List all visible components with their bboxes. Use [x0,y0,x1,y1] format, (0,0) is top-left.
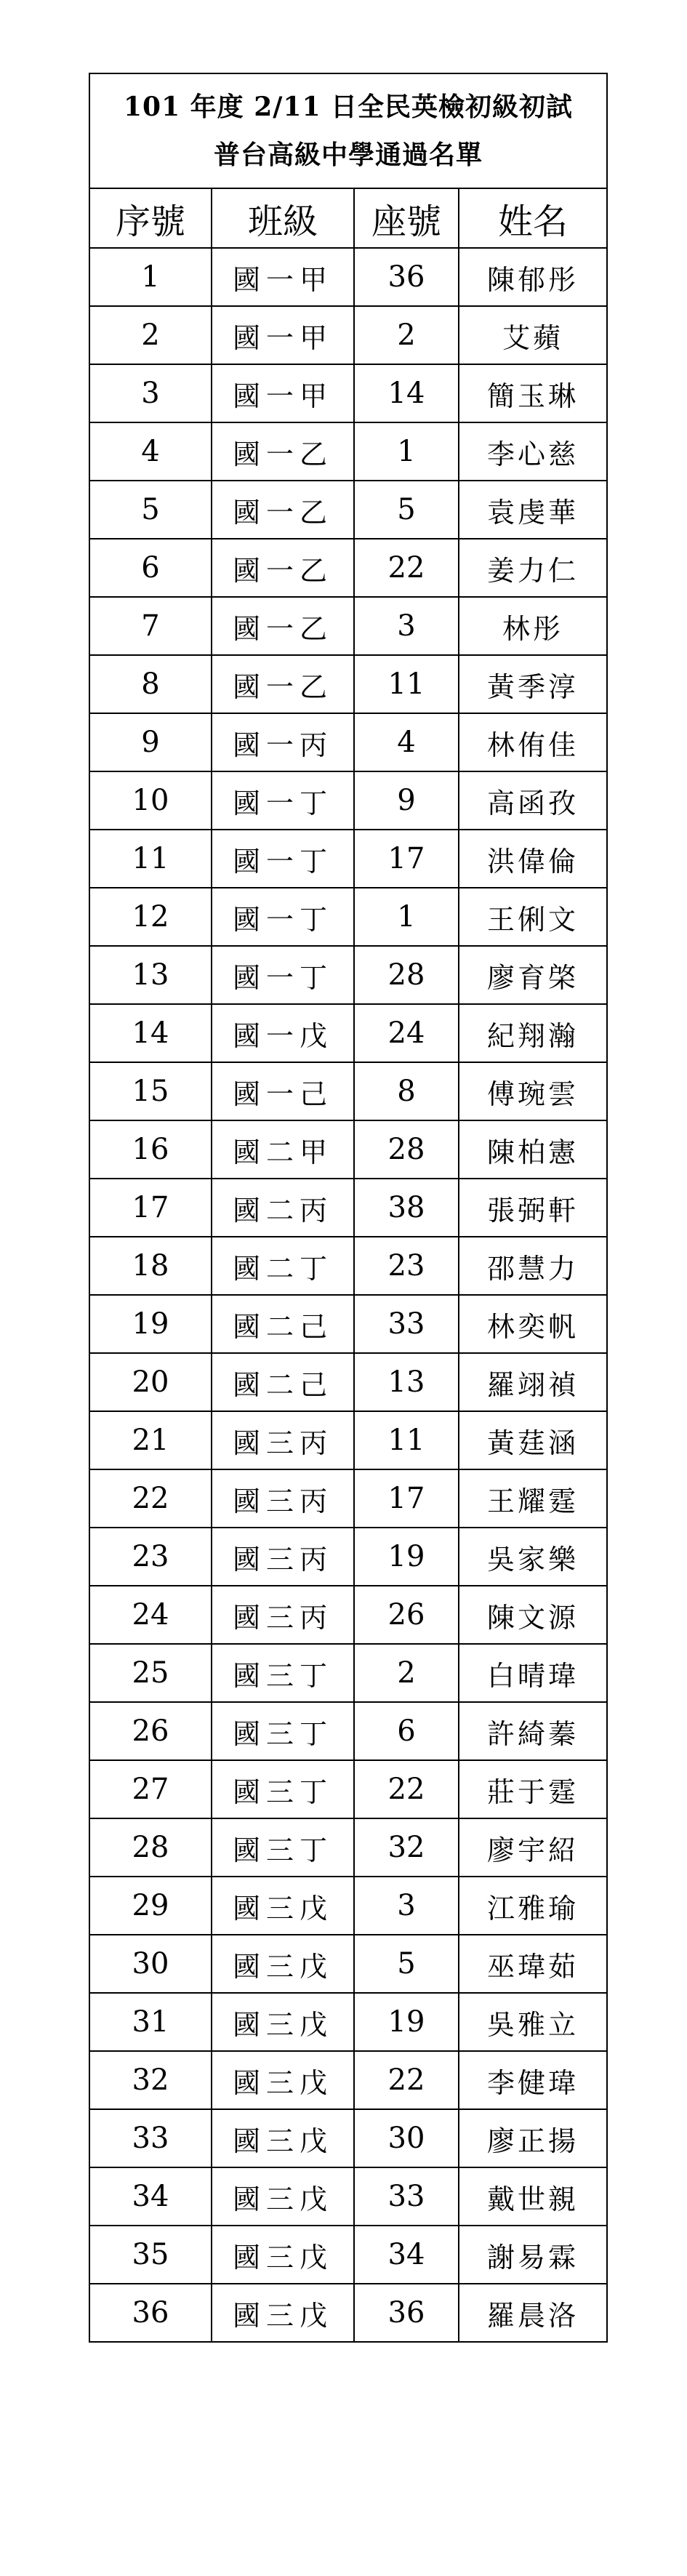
cell-seat: 2 [354,306,459,364]
cell-seat: 22 [354,539,459,597]
table-row [89,1586,607,1644]
cell-seat: 34 [354,2226,459,2284]
cell-seat: 28 [354,1120,459,1179]
cell-seat: 17 [354,1469,459,1528]
cell-name: 陳柏憲 [459,1120,607,1179]
cell-class: 國三戊 [212,2226,354,2284]
cell-name: 張弼軒 [459,1179,607,1237]
cell-seat: 13 [354,1353,459,1411]
cell-serial: 4 [89,422,212,481]
cell-name: 莊于霆 [459,1760,607,1818]
table-row [89,1993,607,2051]
cell-serial: 23 [89,1528,212,1586]
table-row [89,1528,607,1586]
cell-seat: 33 [354,1295,459,1353]
cell-class: 國二丁 [212,1237,354,1295]
cell-serial: 27 [89,1760,212,1818]
cell-name: 王耀霆 [459,1469,607,1528]
cell-serial: 26 [89,1702,212,1760]
cell-class: 國二己 [212,1353,354,1411]
cell-class: 國一乙 [212,422,354,481]
cell-seat: 8 [354,1062,459,1120]
table-row [89,422,607,481]
cell-seat: 17 [354,830,459,888]
cell-class: 國一丁 [212,888,354,946]
table-row [89,2226,607,2284]
table-row [89,1062,607,1120]
cell-serial: 28 [89,1818,212,1877]
cell-class: 國一甲 [212,248,354,306]
table-row [89,2109,607,2167]
cell-serial: 25 [89,1644,212,1702]
cell-seat: 1 [354,422,459,481]
header-class: 班級 [212,188,354,248]
table-row [89,1411,607,1469]
table-row [89,1353,607,1411]
cell-class: 國一乙 [212,539,354,597]
cell-serial: 16 [89,1120,212,1179]
cell-serial: 15 [89,1062,212,1120]
table-row [89,1644,607,1702]
cell-name: 吳家樂 [459,1528,607,1586]
cell-serial: 30 [89,1935,212,1993]
cell-seat: 38 [354,1179,459,1237]
table-row [89,364,607,422]
cell-class: 國三丙 [212,1469,354,1528]
cell-seat: 36 [354,2284,459,2342]
table-body [89,248,607,2342]
table-row [89,2284,607,2342]
cell-class: 國三戊 [212,2109,354,2167]
cell-name: 邵慧力 [459,1237,607,1295]
cell-name: 陳文源 [459,1586,607,1644]
cell-serial: 32 [89,2051,212,2109]
cell-name: 廖宇紹 [459,1818,607,1877]
cell-serial: 6 [89,539,212,597]
cell-serial: 19 [89,1295,212,1353]
cell-seat: 30 [354,2109,459,2167]
table-row [89,1935,607,1993]
table-row [89,1004,607,1062]
title-line-2: 普台高級中學通過名單 [214,140,483,170]
cell-class: 國三戊 [212,2284,354,2342]
cell-class: 國三丙 [212,1586,354,1644]
cell-name: 高函孜 [459,771,607,830]
cell-seat: 22 [354,1760,459,1818]
cell-name: 廖正揚 [459,2109,607,2167]
cell-name: 謝易霖 [459,2226,607,2284]
cell-class: 國三丁 [212,1760,354,1818]
cell-name: 廖育棨 [459,946,607,1004]
cell-serial: 9 [89,713,212,771]
cell-seat: 28 [354,946,459,1004]
pass-list-table [89,73,608,2343]
cell-name: 袁虔華 [459,481,607,539]
cell-name: 林侑佳 [459,713,607,771]
cell-serial: 5 [89,481,212,539]
cell-serial: 2 [89,306,212,364]
table-row [89,1295,607,1353]
cell-class: 國一丁 [212,771,354,830]
cell-name: 黃季淳 [459,655,607,713]
table-row [89,1877,607,1935]
cell-name: 羅晨洛 [459,2284,607,2342]
cell-seat: 14 [354,364,459,422]
cell-class: 國三戊 [212,2051,354,2109]
table-row [89,2051,607,2109]
cell-class: 國一乙 [212,481,354,539]
cell-serial: 13 [89,946,212,1004]
cell-class: 國一丁 [212,830,354,888]
cell-name: 許綺蓁 [459,1702,607,1760]
cell-serial: 8 [89,655,212,713]
cell-serial: 29 [89,1877,212,1935]
table-row [89,771,607,830]
table-row [89,1760,607,1818]
cell-seat: 22 [354,2051,459,2109]
cell-class: 國三丙 [212,1411,354,1469]
cell-name: 羅翊禎 [459,1353,607,1411]
table-row [89,481,607,539]
cell-name: 李心慈 [459,422,607,481]
cell-seat: 19 [354,1993,459,2051]
cell-seat: 3 [354,1877,459,1935]
cell-name: 白晴瑋 [459,1644,607,1702]
cell-serial: 20 [89,1353,212,1411]
cell-seat: 24 [354,1004,459,1062]
cell-name: 王俐文 [459,888,607,946]
cell-name: 簡玉琳 [459,364,607,422]
cell-serial: 1 [89,248,212,306]
cell-seat: 2 [354,1644,459,1702]
cell-serial: 3 [89,364,212,422]
cell-class: 國二丙 [212,1179,354,1237]
cell-serial: 36 [89,2284,212,2342]
table-row [89,1469,607,1528]
cell-class: 國三戊 [212,1877,354,1935]
cell-serial: 17 [89,1179,212,1237]
cell-seat: 3 [354,597,459,655]
cell-name: 林奕帆 [459,1295,607,1353]
cell-seat: 11 [354,655,459,713]
pass-list-sheet [89,73,606,2343]
cell-seat: 19 [354,1528,459,1586]
cell-name: 戴世親 [459,2167,607,2226]
cell-serial: 31 [89,1993,212,2051]
cell-class: 國三丁 [212,1644,354,1702]
cell-serial: 12 [89,888,212,946]
cell-serial: 11 [89,830,212,888]
cell-serial: 33 [89,2109,212,2167]
cell-name: 紀翔瀚 [459,1004,607,1062]
cell-serial: 14 [89,1004,212,1062]
cell-name: 李健瑋 [459,2051,607,2109]
title-block [89,73,607,188]
cell-class: 國三丁 [212,1818,354,1877]
cell-class: 國一丙 [212,713,354,771]
cell-seat: 4 [354,713,459,771]
header-row [89,188,607,248]
header-serial: 序號 [89,188,212,248]
cell-class: 國一己 [212,1062,354,1120]
header-name: 姓名 [459,188,607,248]
table-row [89,888,607,946]
cell-class: 國三戊 [212,1935,354,1993]
cell-class: 國二甲 [212,1120,354,1179]
cell-seat: 33 [354,2167,459,2226]
cell-serial: 34 [89,2167,212,2226]
cell-name: 黃莛涵 [459,1411,607,1469]
cell-class: 國一丁 [212,946,354,1004]
table-row [89,539,607,597]
cell-class: 國三丙 [212,1528,354,1586]
cell-name: 姜力仁 [459,539,607,597]
cell-serial: 18 [89,1237,212,1295]
table-row [89,713,607,771]
cell-serial: 10 [89,771,212,830]
cell-serial: 22 [89,1469,212,1528]
cell-seat: 6 [354,1702,459,1760]
table-row [89,1237,607,1295]
cell-seat: 26 [354,1586,459,1644]
cell-serial: 24 [89,1586,212,1644]
cell-name: 吳雅立 [459,1993,607,2051]
cell-class: 國三戊 [212,1993,354,2051]
cell-serial: 21 [89,1411,212,1469]
cell-name: 巫瑋茹 [459,1935,607,1993]
cell-class: 國三丁 [212,1702,354,1760]
cell-class: 國一乙 [212,597,354,655]
cell-serial: 35 [89,2226,212,2284]
cell-name: 陳郁彤 [459,248,607,306]
table-row [89,248,607,306]
cell-seat: 11 [354,1411,459,1469]
title-line-1: 101 年度 2/11 日全民英檢初級初試 [124,92,574,122]
table-row [89,1120,607,1179]
table-row [89,597,607,655]
cell-seat: 32 [354,1818,459,1877]
cell-serial: 7 [89,597,212,655]
table-row [89,2167,607,2226]
cell-class: 國三戊 [212,2167,354,2226]
cell-seat: 5 [354,1935,459,1993]
cell-name: 艾蘋 [459,306,607,364]
table-row [89,1179,607,1237]
table-row [89,306,607,364]
cell-seat: 5 [354,481,459,539]
cell-name: 江雅瑜 [459,1877,607,1935]
cell-class: 國一甲 [212,306,354,364]
cell-seat: 23 [354,1237,459,1295]
cell-seat: 9 [354,771,459,830]
cell-class: 國一戊 [212,1004,354,1062]
cell-class: 國一甲 [212,364,354,422]
cell-class: 國一乙 [212,655,354,713]
table-row [89,946,607,1004]
cell-seat: 1 [354,888,459,946]
table-row [89,1818,607,1877]
table-row [89,655,607,713]
cell-name: 林彤 [459,597,607,655]
cell-name: 傅琬雲 [459,1062,607,1120]
cell-seat: 36 [354,248,459,306]
header-seat: 座號 [354,188,459,248]
cell-class: 國二己 [212,1295,354,1353]
table-row [89,830,607,888]
table-row [89,1702,607,1760]
cell-name: 洪偉倫 [459,830,607,888]
